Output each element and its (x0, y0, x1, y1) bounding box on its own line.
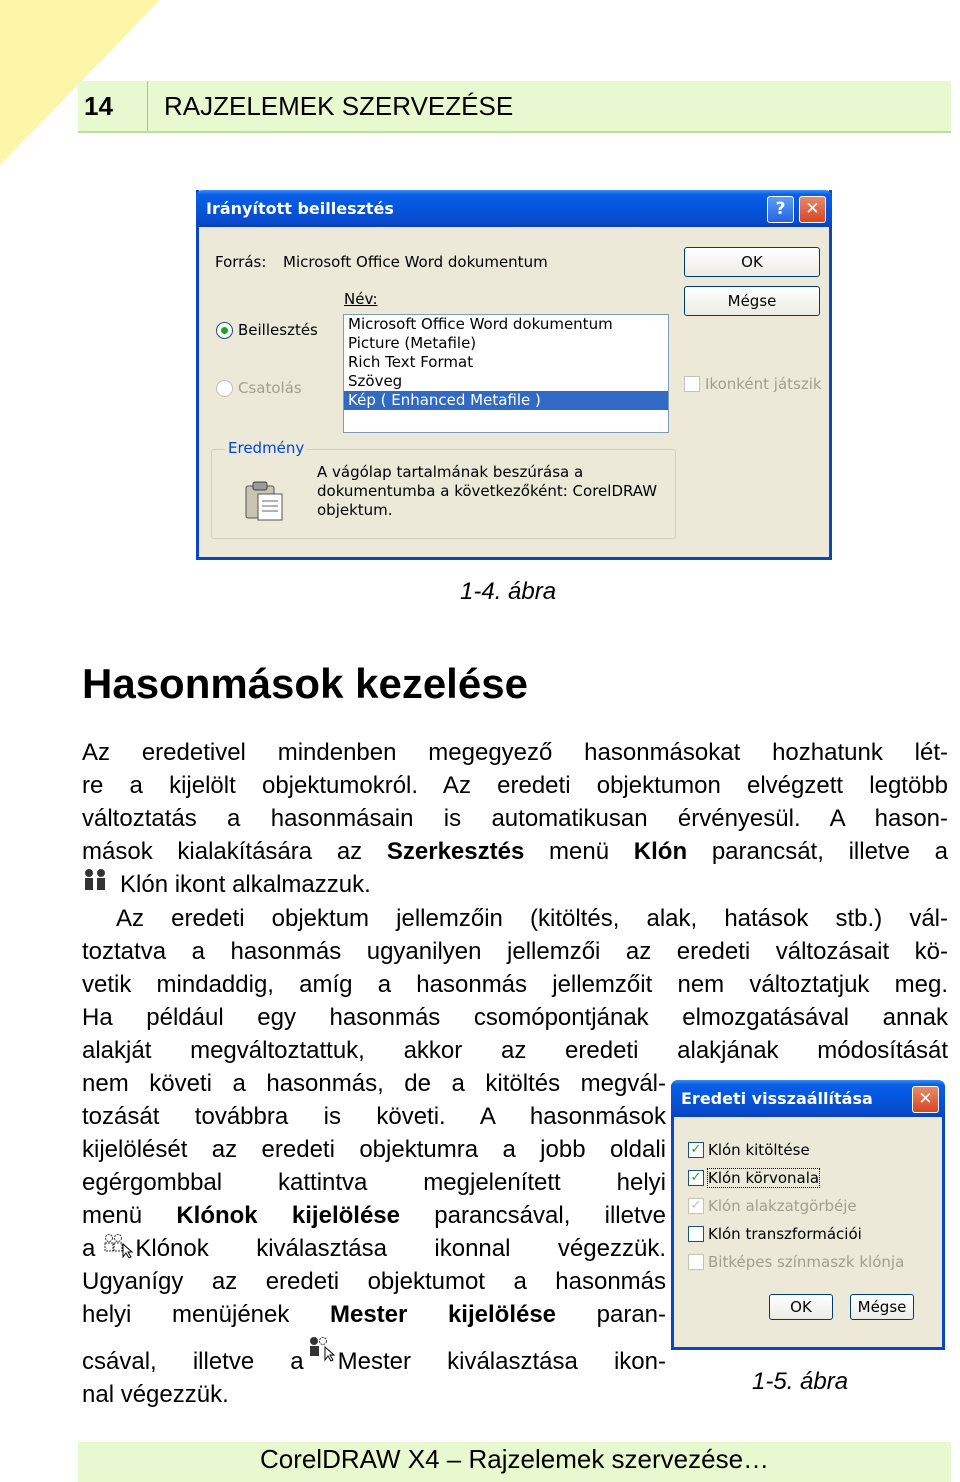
result-line: objektum. (317, 501, 393, 519)
dialog-title: Irányított beillesztés (206, 199, 394, 218)
text-line: toztatva a hasonmás ugyanilyen jellemzői az eredeti változásait kö- (82, 938, 948, 965)
list-item[interactable]: Microsoft Office Word dokumentum (348, 315, 613, 333)
text-line: Klón ikont alkalmazzuk. (82, 868, 948, 901)
source-label: Forrás: (215, 253, 267, 271)
text-line: nem követi a hasonmás, de a kitöltés megvál- (82, 1070, 666, 1097)
select-master-icon (304, 1335, 338, 1365)
select-clones-icon (101, 1232, 135, 1258)
list-item-selected[interactable]: Kép ( Enhanced Metafile ) (344, 391, 668, 410)
result-line: dokumentumba a következőként: CorelDRAW (317, 482, 658, 500)
page-footer (78, 1442, 951, 1482)
clone-path-label: Klón alakzatgörbéje (708, 1197, 857, 1215)
text-line: egérgombbal kattintva megjelenített helyi (82, 1169, 666, 1196)
clone-outline-checkbox[interactable]: ✓ (688, 1170, 704, 1186)
text-line: alakját megváltoztattuk, akkor az eredeti alakjának módosítását (82, 1037, 948, 1064)
clone-transform-label: Klón transzformációi (708, 1225, 862, 1243)
dialog-titlebar (671, 1080, 945, 1117)
paste-radio[interactable] (216, 322, 233, 339)
dialog-title: Eredeti visszaállítása (681, 1089, 873, 1108)
cancel-button[interactable]: Mégse (684, 286, 820, 316)
cancel-button[interactable]: Mégse (850, 1294, 914, 1320)
paragraph (82, 1067, 666, 1411)
clone-icon (82, 868, 110, 894)
paste-special-dialog (196, 190, 832, 560)
text-line: vetik mindaddig, amíg a hasonmás jellemzőit nem változtatjuk meg. (82, 971, 948, 998)
list-item[interactable]: Picture (Metafile) (348, 334, 477, 352)
clone-path-checkbox[interactable]: ✓ (688, 1198, 704, 1214)
text-line: re a kijelölt objektumokról. Az eredeti objektumon elvégzett legtöbb (82, 772, 948, 799)
text-line: nal végezzük. (82, 1381, 229, 1408)
page-number: 14 (78, 81, 148, 131)
clone-bitmap-mask-label: Bitképes színmaszk klónja (708, 1253, 905, 1271)
text-line: menü Klónok kijelölése parancsával, illetve (82, 1202, 666, 1229)
result-label: Eredmény (225, 439, 307, 457)
display-as-icon-label: Ikonként játszik (705, 375, 822, 393)
list-item[interactable]: Rich Text Format (348, 353, 474, 371)
paragraph (82, 902, 948, 1067)
dialog-titlebar (196, 190, 832, 227)
result-line: A vágólap tartalmának beszúrása a (317, 463, 584, 481)
figure-caption: 1-5. ábra (752, 1368, 849, 1395)
paste-radio-label: Beillesztés (238, 321, 318, 339)
page-header (78, 81, 951, 133)
text-line: változtatás a hasonmásain is automatikusan érvényesül. A hason- (82, 805, 948, 832)
text-line: Ugyanígy az eredeti objektumot a hasonmás (82, 1268, 666, 1295)
restore-original-dialog (671, 1080, 945, 1350)
chapter-title: RAJZELEMEK SZERVEZÉSE (164, 91, 514, 121)
help-icon[interactable]: ? (767, 196, 794, 223)
section-heading: Hasonmások kezelése (82, 660, 528, 707)
clone-fill-checkbox[interactable]: ✓ (688, 1142, 704, 1158)
source-value: Microsoft Office Word dokumentum (283, 253, 548, 271)
text-line: Ha például egy hasonmás csomópontjának elmozgatásával annak (82, 1004, 948, 1031)
list-item[interactable]: Szöveg (348, 372, 403, 390)
text-line: Az eredeti objektum jellemzőin (kitöltés, alak, hatások stb.) vál- (116, 905, 948, 932)
name-label: Név: (344, 290, 378, 308)
footer-text: CorelDRAW X4 – Rajzelemek szervezése… (259, 1444, 770, 1474)
display-as-icon-checkbox[interactable] (684, 376, 700, 392)
text-line: Az eredetivel mindenben megegyező hasonmásokat hozhatunk lét- (82, 739, 948, 766)
close-icon[interactable]: ✕ (799, 196, 826, 223)
clone-fill-label: Klón kitöltése (708, 1141, 810, 1159)
ok-button[interactable]: OK (769, 1294, 833, 1320)
clone-transform-checkbox[interactable] (688, 1226, 704, 1242)
link-radio[interactable] (216, 380, 233, 397)
text-line: mások kialakítására az Szerkesztés menü Klón parancsát, illetve a (82, 838, 948, 865)
clone-bitmap-mask-checkbox[interactable] (688, 1254, 704, 1270)
text-line: kijelölését az eredeti objektumra a jobb oldali (82, 1136, 666, 1163)
text-line: csával, illetve a Mester kiválasztása ikon- (82, 1335, 666, 1378)
link-radio-label: Csatolás (238, 379, 302, 397)
clone-outline-label: Klón körvonala (708, 1169, 820, 1187)
figure-caption: 1-4. ábra (460, 578, 557, 605)
paragraph (82, 736, 948, 901)
format-listbox[interactable] (343, 314, 669, 433)
ok-button[interactable]: OK (684, 247, 820, 277)
clipboard-icon (243, 480, 285, 522)
close-icon[interactable]: ✕ (912, 1086, 939, 1113)
text-line: tozását továbbra is követi. A hasonmások (82, 1103, 666, 1130)
text-line: helyi menüjének Mester kijelölése paran- (82, 1301, 667, 1328)
text-line: a Klónok kiválasztása ikonnal végezzük. (82, 1232, 666, 1265)
